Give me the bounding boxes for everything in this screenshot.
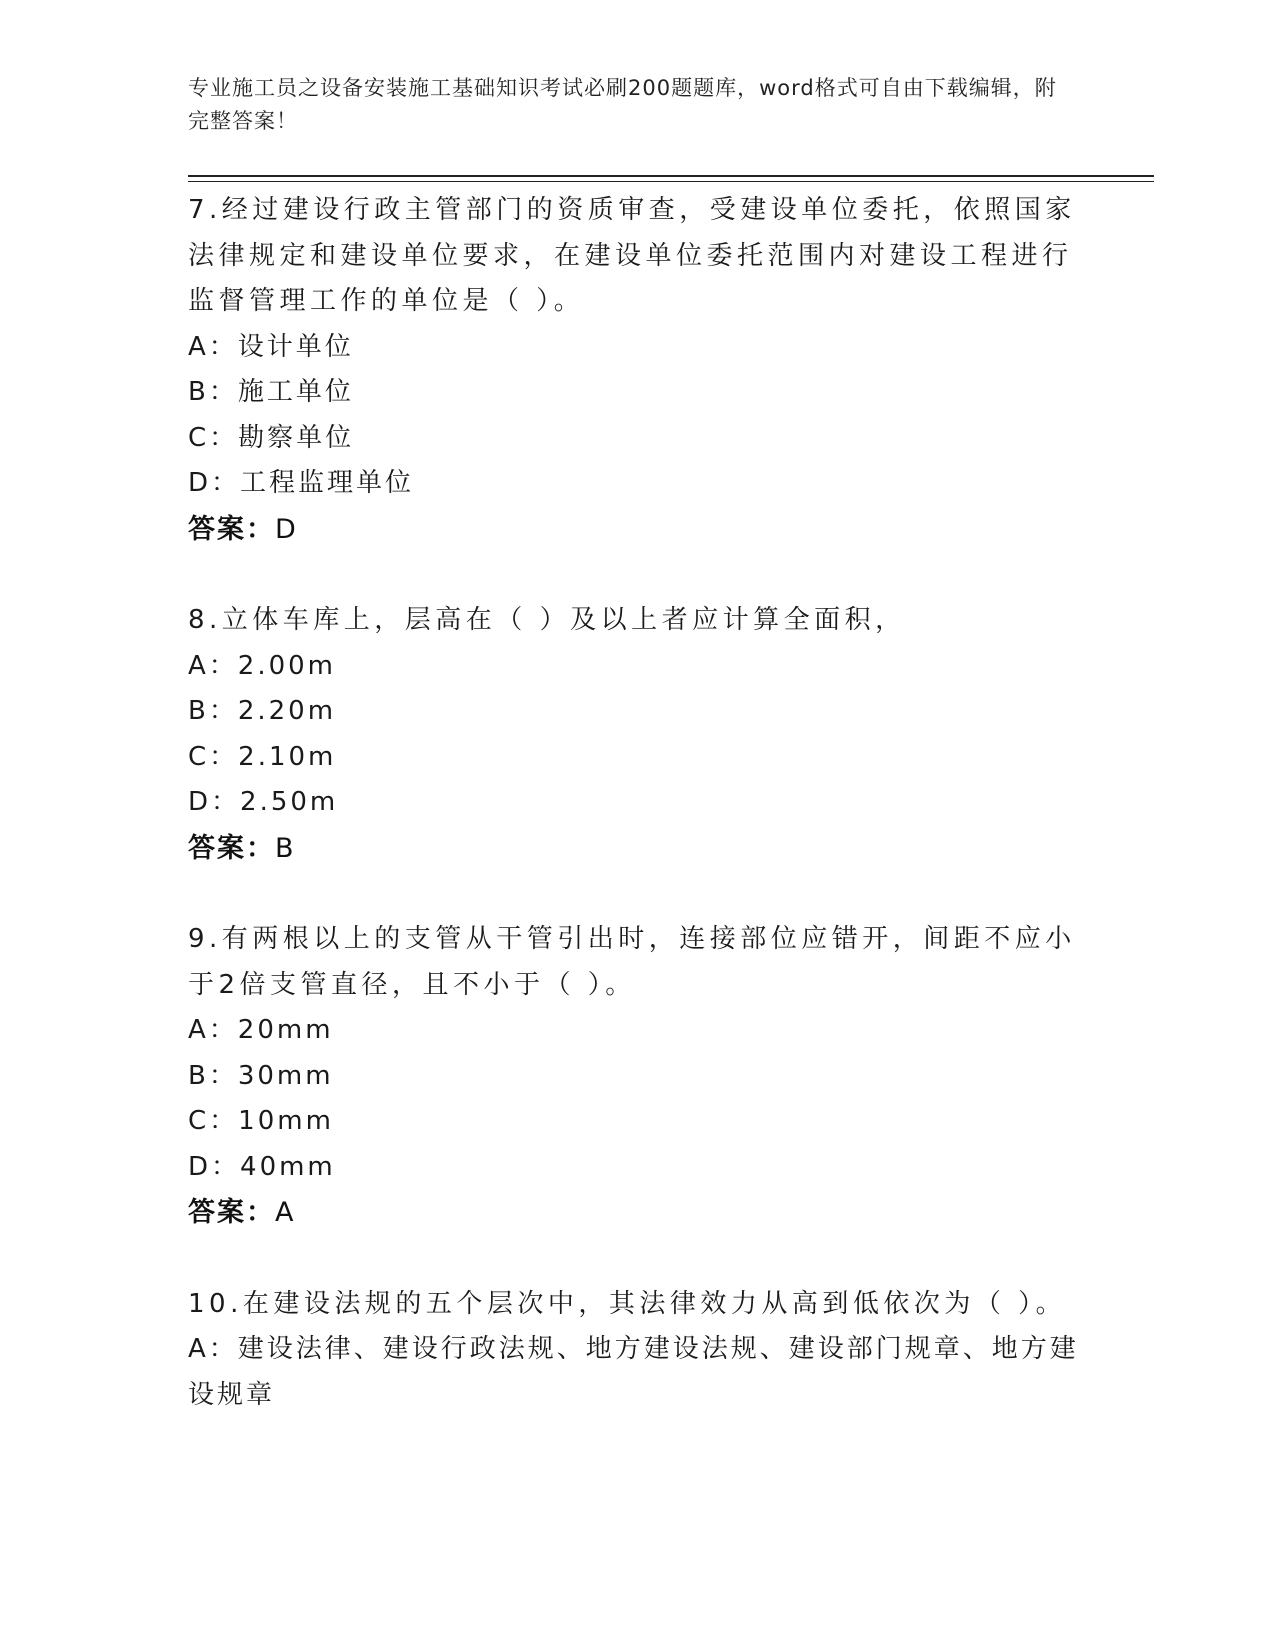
option-a: A：设计单位	[188, 331, 354, 362]
option-b: B：2.20m	[188, 696, 337, 726]
answer-label: 答案：	[188, 513, 275, 545]
question-8	[188, 598, 1088, 871]
document-header: 专业施工员之设备安装施工基础知识考试必刷200题题库，word格式可自由下载编辑，附完整答案！	[188, 76, 1057, 133]
question-9	[188, 917, 1088, 1236]
answer-line	[188, 507, 1088, 553]
question-list	[188, 188, 1088, 1464]
option-b: B：施工单位	[188, 377, 354, 407]
answer-value: D	[275, 513, 298, 545]
option-d: D：40mm	[188, 1151, 336, 1182]
header-divider-thin	[188, 181, 1154, 182]
option-d: D：工程监理单位	[188, 468, 415, 498]
answer-line	[188, 1190, 1088, 1236]
option-a: A：建设法律、建设行政法规、地方建设法规、建设部门规章、地方建设规章	[188, 1334, 1079, 1410]
question-7	[188, 188, 1088, 552]
answer-line	[188, 826, 1088, 872]
answer-value: B	[275, 832, 296, 864]
question-text: 7.经过建设行政主管部门的资质审查，受建设单位委托，依照国家法律规定和建设单位要求，在建设单位委托范围内对建设工程进行监督管理工作的单位是（ ）。	[188, 195, 1076, 316]
option-c: C：勘察单位	[188, 422, 355, 453]
answer-label: 答案：	[188, 832, 275, 864]
answer-value: A	[275, 1197, 296, 1228]
question-10	[188, 1282, 1088, 1419]
question-text: 9.有两根以上的支管从干管引出时，连接部位应错开，间距不应小于2倍支管直径，且不小于（ ）。	[188, 924, 1076, 1000]
option-c: C：10mm	[188, 1106, 334, 1136]
question-text: 8.立体车库上，层高在（ ）及以上者应计算全面积，	[188, 605, 906, 635]
option-a: A：2.00m	[188, 650, 337, 681]
question-text: 10.在建设法规的五个层次中，其法律效力从高到低依次为（ ）。	[188, 1288, 1067, 1319]
option-b: B：30mm	[188, 1060, 334, 1091]
header-divider	[188, 175, 1154, 177]
option-a: A：20mm	[188, 1015, 334, 1045]
option-d: D：2.50m	[188, 787, 339, 817]
answer-label: 答案：	[188, 1197, 275, 1228]
option-c: C：2.10m	[188, 741, 337, 772]
